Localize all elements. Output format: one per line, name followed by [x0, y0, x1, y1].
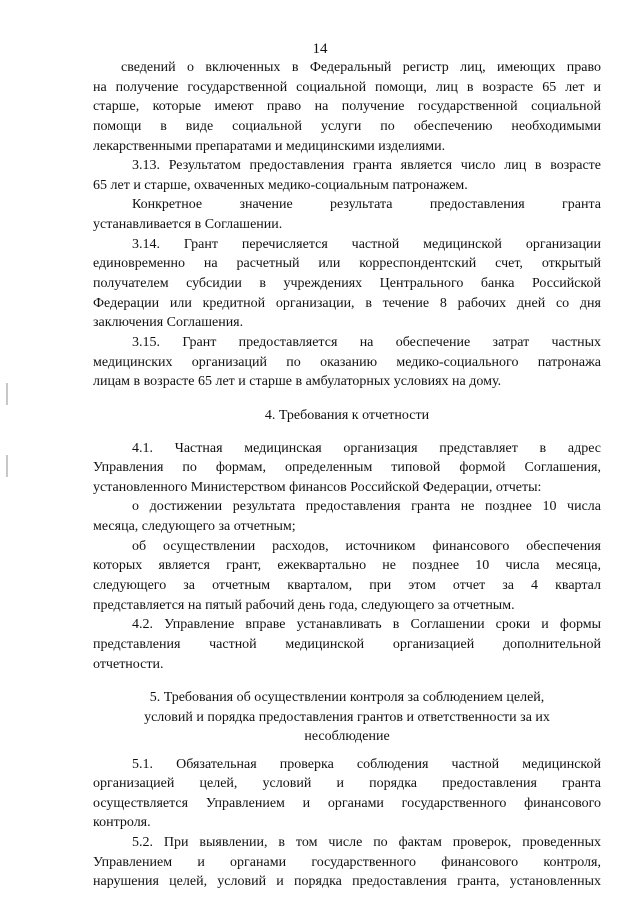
text-line: о достижении результата предоставления гранта не позднее 10 числа [132, 499, 601, 515]
text-line: старше, которые имеют право на получение государственной социальной [93, 99, 601, 115]
text-line: представляется на пятый рабочий день года, следующего за отчетным. [93, 597, 515, 613]
text-line: об осуществлении расходов, источником финансового обеспечения [132, 538, 601, 554]
text-line: медицинских организаций по оказанию медико-социального патронажа [93, 354, 601, 370]
text-line: осуществляется Управлением и органами государственного финансового [93, 795, 601, 811]
section-heading: несоблюдение [304, 729, 390, 745]
text-line: Управления по формам, определенным типовой формой Соглашения, [93, 460, 601, 476]
text-line: лицам в возрасте 65 лет и старше в амбулаторных условиях на дому. [93, 374, 502, 390]
scan-mark [6, 455, 8, 477]
text-line: контроля. [93, 815, 151, 831]
text-line: 3.13. Результатом предоставления гранта является число лиц в возрасте [132, 158, 601, 174]
text-line: единовременно на расчетный или корреспондентский счет, открытый [93, 256, 601, 272]
text-line: 65 лет и старше, охваченных медико-социальным патронажем. [93, 177, 468, 193]
text-line: которых является грант, ежеквартально не позднее 10 числа месяца, [93, 558, 601, 574]
text-line: получателем субсидии в учреждениях Центрального банка Российской [93, 275, 601, 291]
text-line: установленного Министерством финансов Российской Федерации, отчеты: [93, 479, 542, 495]
scan-mark [6, 383, 8, 405]
text-line: 4.2. Управление вправе устанавливать в Соглашении сроки и формы [132, 617, 601, 633]
text-line: отчетности. [93, 656, 164, 672]
section-heading: условий и порядка предоставления грантов и ответственности за их [144, 709, 550, 725]
text-line: помощи в виде социальной услуги по обеспечению необходимыми [93, 118, 601, 134]
text-line: 5.1. Обязательная проверка соблюдения частной медицинской [132, 756, 601, 772]
page-number: 14 [312, 41, 328, 57]
section-heading: 4. Требования к отчетности [264, 407, 430, 423]
text-line: Управлением и органами государственного финансового контроля, [93, 854, 601, 870]
text-line: месяца, следующего за отчетным; [93, 519, 296, 535]
text-line: представления частной медицинской организацией дополнительной [93, 636, 601, 652]
section-heading: 5. Требования об осуществлении контроля за соблюдением целей, [149, 690, 545, 706]
text-line: нарушения целей, условий и порядка предоставления гранта, установленных [93, 874, 601, 890]
text-line: лекарственными препаратами и медицинскими изделиями. [93, 138, 446, 154]
text-line: 3.14. Грант перечисляется частной медицинской организации [132, 236, 601, 252]
text-line: устанавливается в Соглашении. [93, 217, 283, 233]
text-line: 3.15. Грант предоставляется на обеспечение затрат частных [132, 334, 601, 350]
text-line: следующего за отчетным кварталом, при этом отчет за 4 квартал [93, 577, 601, 593]
text-line: 4.1. Частная медицинская организация представляет в адрес [132, 440, 601, 456]
text-line: Федерации или кредитной организации, в течение 8 рабочих дней со дня [93, 295, 601, 311]
text-line: организацией целей, условий и порядка предоставления гранта [93, 776, 601, 792]
text-line: Конкретное значение результата предоставления гранта [132, 197, 601, 213]
text-line: сведений о включенных в Федеральный регистр лиц, имеющих право [121, 60, 601, 75]
text-line: 5.2. При выявлении, в том числе по фактам проверок, проведенных [132, 835, 601, 851]
text-line: на получение государственной социальной помощи, лиц в возрасте 65 лет и [93, 79, 601, 95]
text-line: заключения Соглашения. [93, 315, 244, 331]
